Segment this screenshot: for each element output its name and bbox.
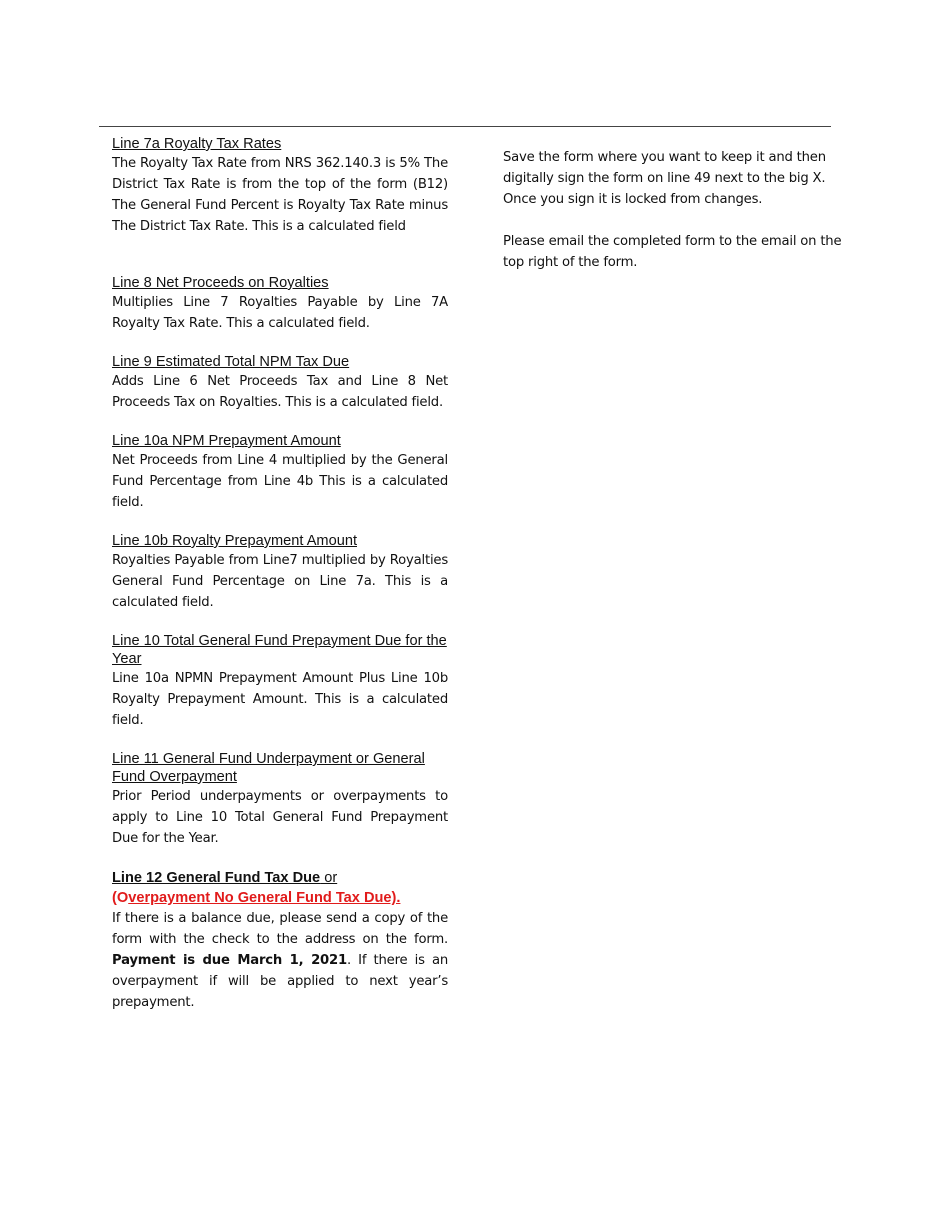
line12-body xyxy=(112,908,448,1013)
line12-red-rest: verpayment No General Fund Tax Due). xyxy=(128,890,401,906)
line12-heading-bold: Line 12 General Fund Tax Due xyxy=(112,870,321,886)
save-instructions: Save the form where you want to keep it and then digitally sign the form on line 49 next to the big X. Once you sign it is locked from changes. xyxy=(503,150,826,207)
line12-body-part1: If there is a balance due, please send a copy of the form with the check to the address on the form. xyxy=(112,911,448,947)
section-line-12 xyxy=(112,868,448,1013)
section-body: Royalties Payable from Line7 multiplied by Royalties General Fund Percentage on Line 7a. This is a calculated field. xyxy=(112,553,448,610)
section-heading: Line 10a NPM Prepayment Amount xyxy=(112,433,341,449)
section-line-11 xyxy=(112,750,448,849)
section-heading: Line 7a Royalty Tax Rates xyxy=(112,136,282,152)
section-heading: Line 9 Estimated Total NPM Tax Due xyxy=(112,354,350,370)
header-rule xyxy=(99,126,831,127)
line12-overpayment xyxy=(112,888,448,908)
section-body: The Royalty Tax Rate from NRS 362.140.3 is 5% The District Tax Rate is from the top of the form (B12) The General Fund Percent is Royalty Tax Rate minus The District Tax Rate. This is a calculated field xyxy=(112,156,448,234)
section-heading: Line 10 Total General Fund Prepayment Due for the Year xyxy=(112,633,447,667)
section-line-10b xyxy=(112,532,448,613)
section-heading: Line 11 General Fund Underpayment or General Fund Overpayment xyxy=(112,751,425,785)
section-body: Multiplies Line 7 Royalties Payable by Line 7A Royalty Tax Rate. This a calculated field. xyxy=(112,295,448,331)
email-instructions: Please email the completed form to the email on the top right of the form. xyxy=(503,234,842,270)
line12-red-open: (O xyxy=(112,890,129,906)
section-line-8 xyxy=(112,274,448,334)
section-line-9 xyxy=(112,353,448,413)
section-body: Prior Period underpayments or overpayments to apply to Line 10 Total General Fund Prepayment Due for the Year. xyxy=(112,789,448,846)
right-column xyxy=(503,147,853,294)
section-body: Adds Line 6 Net Proceeds Tax and Line 8 Net Proceeds Tax on Royalties. This is a calculated field. xyxy=(112,374,448,410)
section-heading: Line 8 Net Proceeds on Royalties xyxy=(112,275,329,291)
line12-due-date: Payment is due March 1, 2021 xyxy=(112,953,347,968)
section-line-10a xyxy=(112,432,448,513)
section-body: Net Proceeds from Line 4 multiplied by the General Fund Percentage from Line 4b This is a calculated field. xyxy=(112,453,448,510)
line12-heading-or: or xyxy=(320,870,338,886)
line12-heading xyxy=(112,868,448,888)
left-column xyxy=(112,135,448,1032)
section-line-10 xyxy=(112,632,448,731)
section-body: Line 10a NPMN Prepayment Amount Plus Line 10b Royalty Prepayment Amount. This is a calculated field. xyxy=(112,671,448,728)
line12-body-part2: . If there is an overpayment if will be applied to next year’s prepayment. xyxy=(112,953,448,1010)
section-line-7a xyxy=(112,135,448,237)
section-heading: Line 10b Royalty Prepayment Amount xyxy=(112,533,357,549)
